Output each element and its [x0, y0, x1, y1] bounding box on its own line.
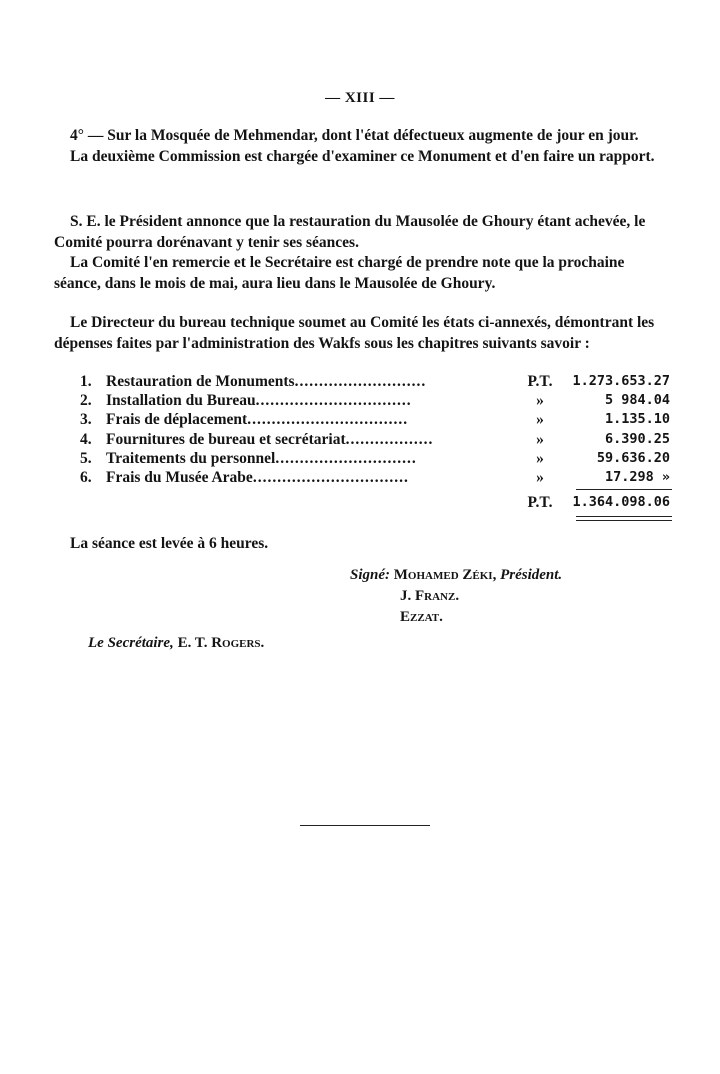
expense-row [80, 410, 672, 429]
closing-paragraph [54, 534, 672, 555]
expense-label: Installation du Bureau [106, 392, 256, 410]
sum-rule [576, 489, 672, 490]
expense-number: 1. [80, 373, 92, 390]
expense-amount: 6.390.25 [604, 430, 670, 447]
expense-row [80, 391, 672, 410]
paragraph-1: 4° — Sur la Mosquée de Mehmendar, dont l'état défectueux augmente de jour en jour. [70, 127, 639, 144]
expense-label: Frais du Musée Arabe [106, 468, 253, 486]
expense-label: Restauration de Monuments [106, 373, 295, 390]
expense-number: 5. [80, 449, 92, 467]
leader-dots: ........................... [294, 373, 427, 390]
total-double-rule-top [576, 516, 672, 517]
page-number: — XIII — [325, 90, 395, 106]
signature-president [350, 567, 562, 584]
leader-dots: ................................ [252, 468, 409, 486]
expense-label: Frais de déplacement [106, 411, 248, 429]
leader-dots: ............................. [275, 449, 417, 467]
expense-row [80, 468, 672, 487]
signature-second: J. Franz. [400, 588, 460, 604]
total-unit: P.T. [527, 494, 553, 511]
closing-text: La séance est levée à 6 heures. [70, 535, 269, 552]
leader-dots: ................................ [255, 392, 412, 410]
expense-amount: 1.135.10 [604, 411, 670, 428]
expense-unit: » [536, 430, 544, 448]
paragraph-president [54, 212, 672, 294]
paragraph-2: La deuxième Commission est chargée d'examiner ce Monument et d'en faire un rapport. [70, 147, 655, 165]
expense-unit: » [536, 468, 544, 486]
expense-unit: » [536, 392, 544, 410]
expense-unit: P.T. [527, 373, 553, 390]
paragraph-mosque [54, 126, 672, 167]
total-amount: 1.364.098.06 [572, 494, 670, 510]
signature-third: Ezzat. [400, 609, 443, 625]
expense-label-wrap [106, 449, 514, 468]
signature-secretary [88, 635, 264, 652]
paragraph-3: S. E. le Président annonce que la restauration du Mausolée de Ghoury étant achevée, le Comité pourra dorénavant y tenir ses séances. [54, 213, 646, 251]
expense-label-wrap [106, 468, 514, 487]
paragraph-5: Le Directeur du bureau technique soumet au Comité les états ci-annexés, démontrant les dépenses faites par l'administration des Wakfs sous les chapitres suivants savoir : [54, 314, 655, 352]
expense-total [514, 494, 672, 512]
signe-label: Signé: [350, 567, 391, 583]
president-name: Mohamed Zéki, [393, 567, 497, 583]
expense-row [80, 430, 672, 449]
expense-amount: 17.298 » [604, 468, 670, 485]
expense-number: 4. [80, 430, 92, 448]
paragraph-director [54, 313, 672, 354]
paragraph-4: La Comité l'en remercie et le Secrétaire est chargé de prendre note que la prochaine séance, dans le mois de mai, aura lieu dans le Mausolée de Ghoury. [54, 254, 625, 292]
secretary-name: E. T. Rogers. [177, 635, 265, 651]
leader-dots: ................................. [247, 411, 409, 429]
expense-number: 6. [80, 468, 92, 486]
expense-number: 3. [80, 411, 92, 429]
expense-amount: 1.273.653.27 [572, 373, 670, 389]
expense-label-wrap [106, 410, 514, 429]
expense-row [80, 449, 672, 468]
expense-unit: » [536, 411, 544, 429]
expense-amount: 5 984.04 [604, 392, 670, 409]
expense-label: Fournitures de bureau et secrétariat [106, 430, 346, 448]
expense-number: 2. [80, 392, 92, 410]
leader-dots: .................. [345, 430, 434, 448]
expense-label-wrap [106, 430, 514, 449]
expense-amount: 59.636.20 [596, 449, 670, 466]
expense-label-wrap [106, 391, 514, 410]
expense-unit: » [536, 449, 544, 467]
expense-row [80, 372, 672, 391]
total-double-rule-bottom [576, 520, 672, 521]
president-title: Président. [500, 567, 563, 583]
expense-label-wrap [106, 372, 514, 391]
secretary-title: Le Secrétaire, [88, 635, 174, 651]
expense-list [80, 372, 672, 487]
expense-label: Traitements du personnel [106, 449, 276, 467]
end-rule [300, 825, 430, 826]
